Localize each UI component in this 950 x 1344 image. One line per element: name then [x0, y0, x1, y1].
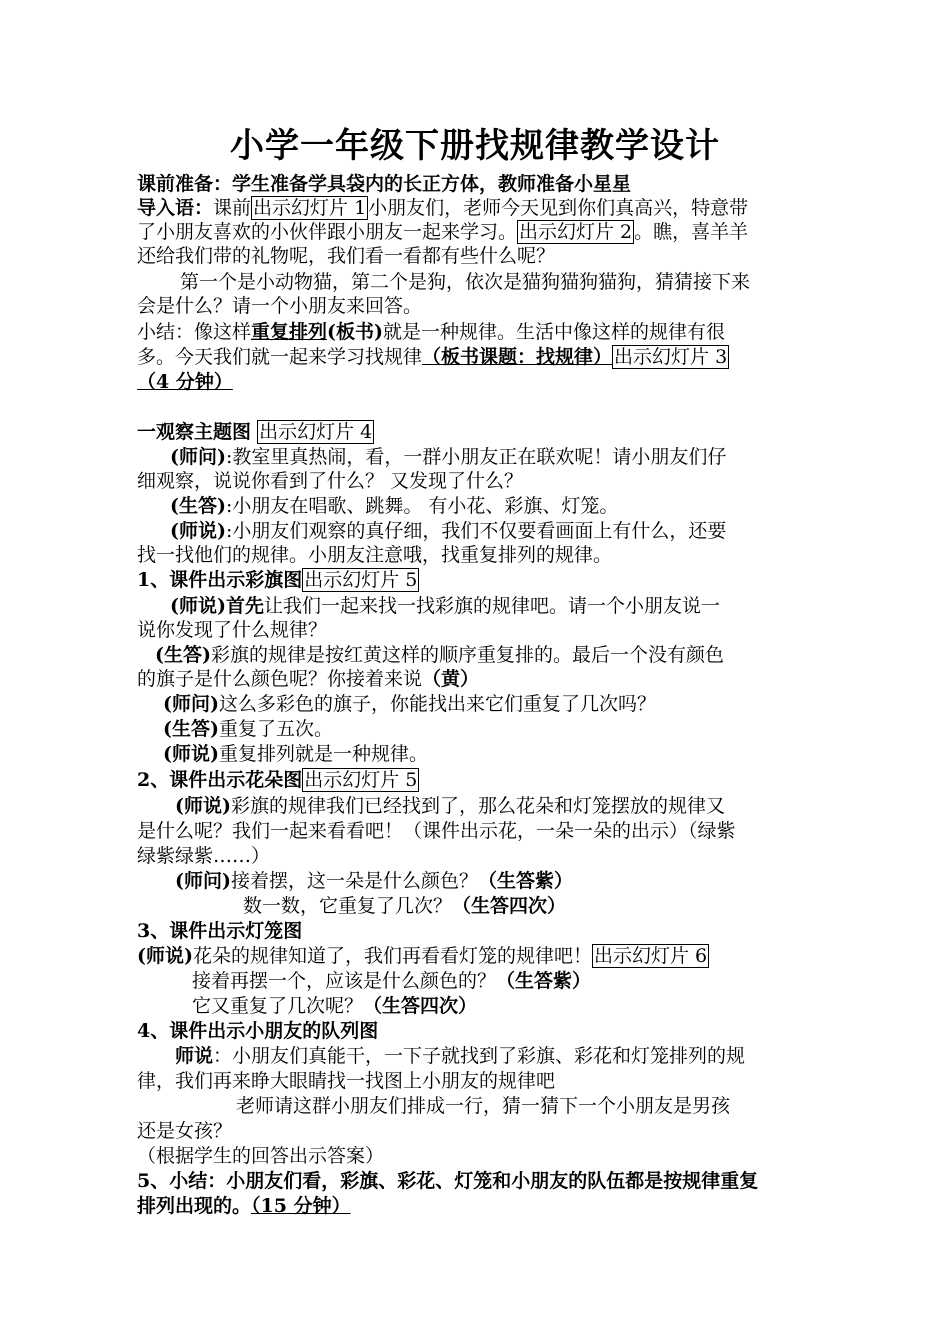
item1-s3-line — [163, 742, 428, 766]
teacher-say-label: (师说) — [170, 520, 226, 542]
item3-line-3 — [192, 994, 477, 1018]
item4-s1: ：小朋友们真能干，一下子就找到了彩旗、彩花和灯笼排列的规 — [213, 1045, 746, 1067]
intro-line-2 — [137, 220, 748, 244]
item1-s-line-2: 说你发现了什么规律？ — [137, 619, 328, 641]
slide-3-box: 出示幻灯片 3 — [614, 346, 728, 368]
item1-a3-line — [163, 717, 333, 741]
item3-line-2 — [192, 969, 591, 993]
summary-board-topic: （板书课题：找规律） — [422, 346, 613, 368]
intro-text-1a: 课前 — [213, 197, 252, 219]
section1-a1: :小朋友在唱歌、跳舞。 有小花、彩旗、灯笼。 — [225, 495, 619, 517]
item1-s-line-1 — [170, 594, 720, 618]
section1-q1: :教室里真热闹，看，一群小朋友正在联欢呢！请小朋友们仔 — [225, 446, 727, 468]
slide-6-box: 出示幻灯片 6 — [594, 945, 708, 967]
intro-label: 导入语： — [137, 197, 214, 219]
intro-line-3: 还给我们带的礼物呢，我们看一看都有些什么呢？ — [137, 245, 556, 267]
item4-heading: 4、课件出示小朋友的队列图 — [137, 1020, 379, 1042]
item4-t-line-1: 老师请这群小朋友们排成一行，猜一猜下一个小朋友是男孩 — [236, 1095, 731, 1117]
section1-heading: 一观察主题图 — [137, 421, 252, 443]
summary-board-note: (板书) — [327, 321, 384, 343]
teacher-ask-label: (师问) — [175, 870, 231, 892]
summary-text-e: 多。今天我们就一起来学习找规律 — [137, 346, 423, 368]
item2-s-line-1 — [175, 794, 725, 818]
intro-para2-line-2: 会是什么？请一个小朋友来回答。 — [137, 295, 423, 317]
section1-s-line-1 — [170, 519, 726, 543]
item1-first: 首先 — [225, 595, 264, 617]
item5-l2: 排列出现的。 — [137, 1195, 252, 1217]
item5-line-2 — [137, 1194, 351, 1218]
item1-heading: 1、课件出示彩旗图 — [137, 569, 303, 591]
slide-5b-box: 出示幻灯片 5 — [304, 769, 418, 791]
section1-a-line — [170, 494, 618, 518]
item2-s-line-2: 是什么呢？我们一起来看看吧！（课件出示花，一朵一朵的出示）（绿紫 — [137, 820, 736, 842]
item2-qa2: （生答四次） — [452, 895, 567, 917]
item1-s3: 重复排列就是一种规律。 — [218, 743, 428, 765]
item1-a1: 彩旗的规律是按红黄这样的顺序重复排的。最后一个没有颜色 — [210, 644, 724, 666]
item3-l2: 接着再摆一个，应该是什么颜色的？ — [192, 970, 497, 992]
section1-q-line-1 — [170, 445, 726, 469]
item4-s-line-2: 律，我们再来睁大眼睛找一找图上小朋友的规律吧 — [137, 1070, 556, 1092]
item5-line-1: 5、小结：小朋友们看，彩旗、彩花、灯笼和小朋友的队伍都是按规律重复 — [137, 1170, 759, 1192]
slide-1-box: 出示幻灯片 1 — [253, 197, 367, 219]
item3-heading: 3、课件出示灯笼图 — [137, 920, 303, 942]
item1-a2b: （黄） — [422, 668, 480, 690]
student-answer-label: (生答) — [163, 718, 219, 740]
item4-s-line-1 — [175, 1044, 745, 1068]
item1-a2: 的旗子是什么颜色呢？你接着来说 — [137, 668, 423, 690]
teacher-ask-label: (师问) — [163, 693, 219, 715]
item2-heading: 2、课件出示花朵图 — [137, 769, 303, 791]
item3-l3: 它又重复了几次呢？ — [192, 995, 364, 1017]
intro-text-1b: 小朋友们，老师今天见到你们真高兴，特意带 — [368, 197, 749, 219]
summary-time: （4 分钟） — [137, 371, 233, 393]
item4-t-line-2: 还是女孩？ — [137, 1120, 233, 1142]
document-title: 小学一年级下册找规律教学设计 — [230, 126, 720, 166]
slide-2-box: 出示幻灯片 2 — [519, 221, 633, 243]
intro-text-2b: 。瞧，喜羊羊 — [634, 221, 749, 243]
item2-s-line-3: 绿紫绿紫……） — [137, 845, 271, 867]
item1-q: 这么多彩色的旗子，你能找出来它们重复了几次吗？ — [218, 693, 656, 715]
teacher-say-label: 师说 — [175, 1045, 214, 1067]
teacher-say-label: (师说) — [163, 743, 219, 765]
teacher-say-label: (师说) — [170, 595, 226, 617]
item4-t-line-3: （根据学生的回答出示答案） — [137, 1145, 385, 1167]
intro-line-1 — [137, 196, 748, 220]
item2-s1: 彩旗的规律我们已经找到了，那么花朵和灯笼摆放的规律又 — [230, 795, 725, 817]
intro-text-2a: 了小朋友喜欢的小伙伴跟小朋友一起来学习。 — [137, 221, 518, 243]
item1-q-line — [163, 692, 656, 716]
summary-text-d: 就是一种规律。生活中像这样的规律有很 — [383, 321, 726, 343]
prep-line: 课前准备：学生准备学具袋内的长正方体，教师准备小星星 — [137, 173, 632, 195]
item3-l3a: （生答四次） — [363, 995, 478, 1017]
intro-para2-line-1: 第一个是小动物猫，第二个是狗，依次是猫狗猫狗猫狗，猜猜接下来 — [180, 271, 751, 293]
item2-q: 接着摆，这一朵是什么颜色？ — [230, 870, 478, 892]
item3-s-line-1 — [137, 944, 709, 968]
section1-q-line-2: 细观察，说说你看到了什么？ 又发现了什么？ — [137, 470, 524, 492]
item1-a3: 重复了五次。 — [218, 718, 333, 740]
summary-repeat-arrange: 重复排列 — [251, 321, 328, 343]
item2-qa: （生答紫） — [478, 870, 574, 892]
student-answer-label: (生答) — [170, 495, 226, 517]
teacher-ask-label: (师问) — [170, 446, 226, 468]
item2-q2-line — [243, 894, 566, 918]
item2-heading-line — [137, 768, 419, 792]
section1-s-line-2: 找一找他们的规律。小朋友注意哦，找重复排列的规律。 — [137, 544, 613, 566]
teacher-say-label: (师说) — [137, 945, 193, 967]
slide-4-box: 出示幻灯片 4 — [259, 421, 373, 443]
slide-5-box: 出示幻灯片 5 — [304, 569, 418, 591]
section1-s1: :小朋友们观察的真仔细，我们不仅要看画面上有什么，还要 — [225, 520, 727, 542]
item1-a-line-2 — [137, 667, 479, 691]
item1-s1: 让我们一起来找一找彩旗的规律吧。请一个小朋友说一 — [264, 595, 721, 617]
summary-line-2 — [137, 345, 729, 369]
teacher-say-label: (师说) — [175, 795, 231, 817]
item5-time: （15 分钟） — [251, 1195, 351, 1217]
summary-line-1 — [137, 320, 725, 344]
item1-a-line-1 — [155, 643, 724, 667]
item3-s1: 花朵的规律知道了，我们再看看灯笼的规律吧！ — [192, 945, 592, 967]
section1-heading-line — [137, 420, 374, 444]
student-answer-label: (生答) — [155, 644, 211, 666]
item1-heading-line — [137, 568, 419, 592]
item3-l2a: （生答紫） — [496, 970, 592, 992]
summary-text-a: 小结：像这样 — [137, 321, 252, 343]
item2-q2: 数一数，它重复了几次？ — [243, 895, 453, 917]
item2-q-line — [175, 869, 573, 893]
